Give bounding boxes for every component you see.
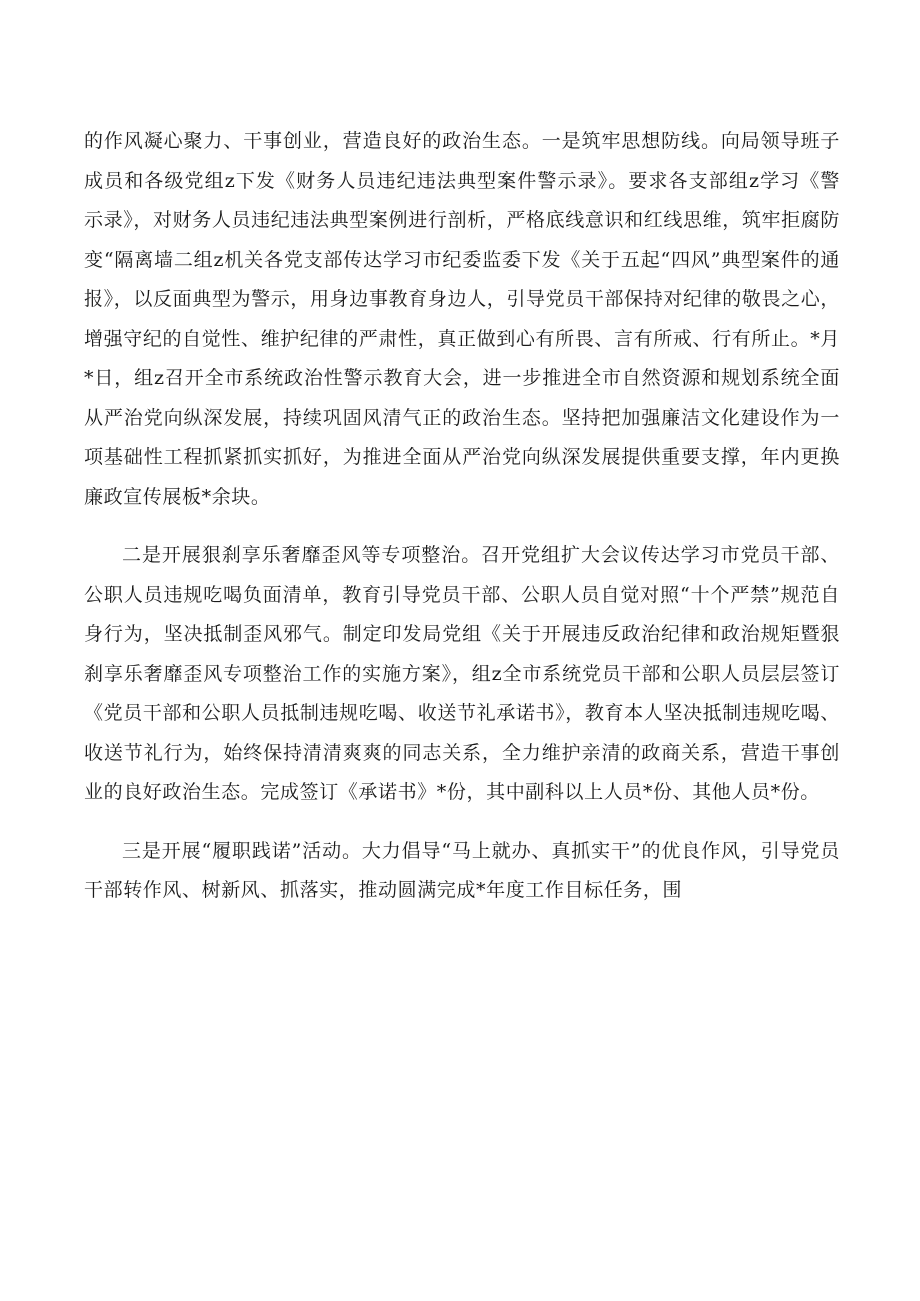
paragraph-1: 的作风凝心聚力、干事创业，营造良好的政治生态。一是筑牢思想防线。向局领导班子成员和各级党组z下发《财务人员违纪违法典型案件警示录》。要求各支部组z学习《警示录》，对财务人员违纪违法典型案例进行剖析，严格底线意识和红线思维，筑牢拒腐防变“隔离墙二组z机关各党支部传达学习市纪委监委下发《关于五起“四风”典型案件的通报》，以反面典型为警示，用身边事教育身边人，引导党员干部保持对纪律的敬畏之心，增强守纪的自觉性、维护纪律的严肃性，真正做到心有所畏、言有所戒、行有所止。*月*日，组z召开全市系统政治性警示教育大会，进一步推进全市自然资源和规划系统全面从严治党向纵深发展，持续巩固风清气正的政治生态。坚持把加强廉洁文化建设作为一项基础性工程抓紧抓实抓好，为推进全面从严治党向纵深发展提供重要支撑，年内更换廉政宣传展板*余块。 xyxy=(84,130,840,508)
paragraph-2: 二是开展狠刹享乐奢靡歪风等专项整治。召开党组扩大会议传达学习市党员干部、公职人员违规吃喝负面清单，教育引导党员干部、公职人员自觉对照“十个严禁”规范自身行为，坚决抵制歪风邪气。制定印发局党组《关于开展违反政治纪律和政治规矩暨狠刹享乐奢靡歪风专项整治工作的实施方案》，组z全市系统党员干部和公职人员层层签订《党员干部和公职人员抵制违规吃喝、收送节礼承诺书》，教育本人坚决抵制违规吃喝、收送节礼行为，始终保持清清爽爽的同志关系，全力维护亲清的政商关系，营造干事创业的良好政治生态。完成签订《承诺书》*份，其中副科以上人员*份、其他人员*份。 xyxy=(84,544,840,803)
document-page xyxy=(84,122,840,911)
paragraph-3: 三是开展“履职践诺”活动。大力倡导“马上就办、真抓实干”的优良作风，引导党员干部转作风、树新风、抓落实，推动圆满完成*年度工作目标任务，围 xyxy=(84,839,840,901)
